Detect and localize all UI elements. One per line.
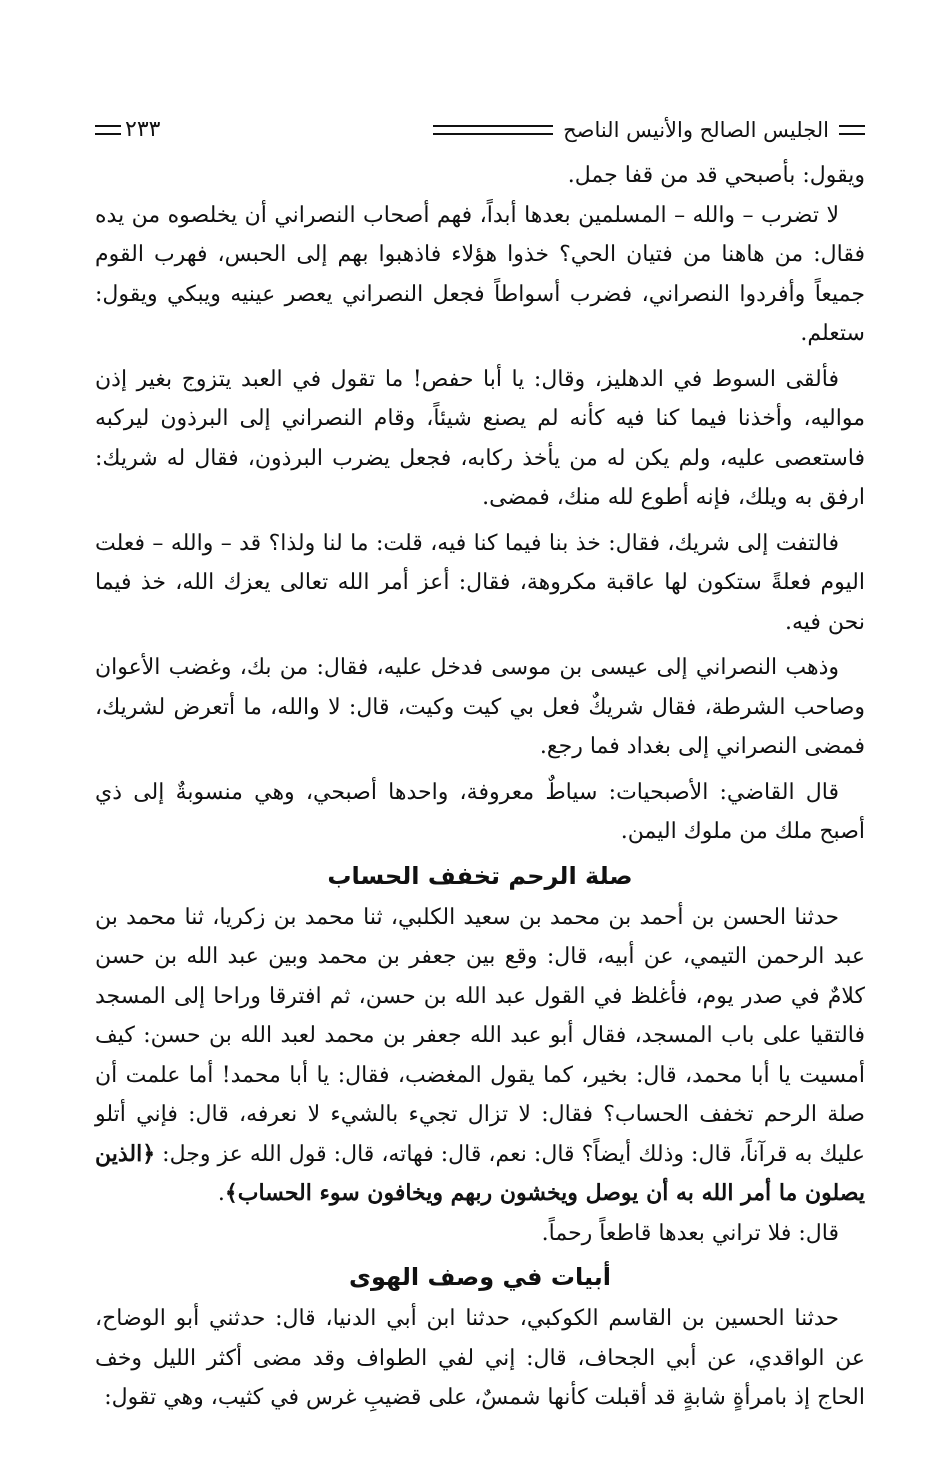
header-title-group (433, 117, 865, 142)
header-rule-end (95, 125, 121, 135)
quran-verse: ﴿الذين يصلون ما أمر الله به أن يوصل ويخشون ربهم ويخافون سوء الحساب﴾ (95, 1140, 865, 1206)
paragraph: لا تضرب – والله – المسلمين بعدها أبداً، فهم أصحاب النصراني أن يخلصوه من يده فقال: من هاهنا من فتيان الحي؟ خذوا هؤلاء فاذهبوا بهم إلى الحبس، فهرب القوم جميعاً وأفردوا النصراني، فضرب أسواطاً فجعل النصراني يعصر عينيه ويبكي ويقول: ستعلم. (95, 202, 865, 346)
section-heading: أبيات في وصف الهوى (348, 1263, 612, 1291)
header-rule-long (433, 125, 553, 135)
section-heading: صلة الرحم تخفف الحساب (327, 861, 633, 890)
paragraph: ويقول: بأصبحي قد من قفا جمل. (567, 163, 865, 188)
paragraph-text: حدثنا الحسن بن أحمد بن محمد بن سعيد الكلبي، ثنا محمد بن زكريا، ثنا محمد بن عبد الرحمن التيمي، عن أبيه، قال: وقع بين جعفر بن محمد وبين عبد الله بن حسن كلامٌ في صدر يوم، فأغلظ في القول عبد الله بن حسن، ثم افترقا وراحا إلى المسجد فالتقيا على باب المسجد، فقال أبو عبد الله جعفر بن محمد لعبد الله بن حسن: كيف أمسيت يا أبا محمد، قال: بخير، كما يقول المغضب، فقال: يا أبا محمد! أما علمت أن صلة الرحم تخفف الحساب؟ فقال: لا تزال تجيء بالشيء لا نعرفه، قال: فإني أتلو عليك به قرآناً، قال: وذلك أيضاً؟ قال: نعم، قال: فهاته، قال: قول الله عز وجل: (95, 904, 865, 1167)
header-page-number-group (95, 119, 160, 141)
paragraph: فألقى السوط في الدهليز، وقال: يا أبا حفص! ما تقول في العبد يتزوج بغير إذن مواليه، وأخذنا فيما كنا فيه كأنه لم يصنع شيئاً، وقام النصراني إلى البرذون ليركبه فاستعصى عليه، ولم يكن له من يأخذ ركابه، فجعل يضرب البرذون، فقال له شريك: ارفق به ويلك، فإنه أطوع لله منك، فمضى. (95, 366, 865, 510)
paragraph: قال: فلا تراني بعدها قاطعاً رحماً. (541, 1220, 839, 1246)
book-title: الجليس الصالح والأنيس الناصح (563, 117, 829, 142)
header-rule-short (839, 125, 865, 135)
page-number: ٢٣٣ (125, 117, 161, 142)
paragraph-with-quran (95, 898, 865, 1214)
paragraph: قال القاضي: الأصبحيات: سياطٌ معروفة، واحدها أصبحي، وهي منسوبةٌ إلى ذي أصبح ملك من ملوك اليمن. (95, 779, 865, 844)
page-body (95, 156, 865, 1418)
paragraph: فالتفت إلى شريك، فقال: خذ بنا فيما كنا فيه، قلت: ما لنا ولذا؟ قد – والله – فعلت اليوم فعلةً ستكون لها عاقبة مكروهة، فقال: أعز أمر الله تعالى يعزك الله، خذ فيما نحن فيه. (95, 530, 865, 635)
book-page (95, 110, 865, 1418)
paragraph-end: . (217, 1181, 225, 1206)
running-header (95, 110, 865, 150)
paragraph: حدثنا الحسين بن القاسم الكوكبي، حدثنا ابن أبي الدنيا، قال: حدثني أبو الوضاح، عن الواقدي، عن أبي الجحاف، قال: إني لفي الطواف وقد مضى أكثر الليل وخف الحاج إذ بامرأةٍ شابةٍ قد أقبلت كأنها شمسٌ، على قضيبِ غرس في كثيب، وهي تقول: (95, 1306, 865, 1410)
paragraph: وذهب النصراني إلى عيسى بن موسى فدخل عليه، فقال: من بك، وغضب الأعوان وصاحب الشرطة، فقال شريكٌ فعل بي كيت وكيت، قال: لا والله، ما أتعرض لشريك، فمضى النصراني إلى بغداد فما رجع. (95, 655, 865, 759)
